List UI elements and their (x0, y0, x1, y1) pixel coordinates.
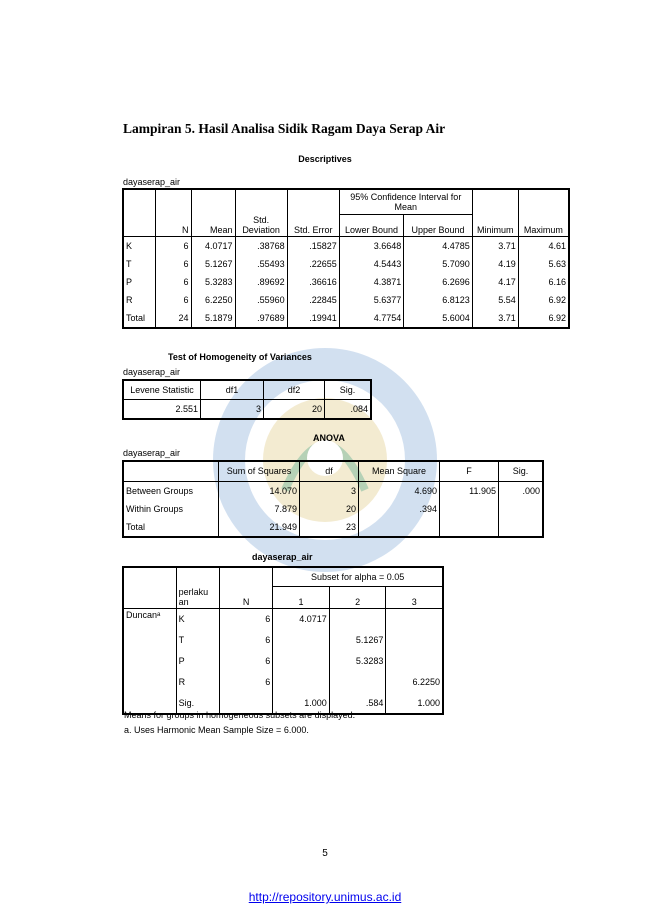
cell: 11.905 (440, 481, 499, 500)
cell: 6.92 (548, 313, 566, 323)
homogeneity-title: Test of Homogeneity of Variances (168, 352, 312, 362)
duncan-table (122, 566, 444, 715)
cell: 2.551 (123, 400, 201, 420)
col-lower-bound: Lower Bound (339, 215, 403, 237)
cell: 4.61 (548, 241, 566, 251)
cell: .084 (350, 404, 368, 414)
cell: .55960 (235, 291, 287, 309)
cell: .394 (359, 500, 440, 518)
cell: .89692 (235, 273, 287, 291)
cell: 5.6377 (339, 291, 403, 309)
cell: 1.000 (273, 693, 330, 714)
row-label: P (123, 273, 155, 291)
cell: .584 (329, 693, 386, 714)
col-subset-1: 1 (273, 587, 330, 609)
col-maximum: Maximum (523, 225, 563, 235)
row-label: K (123, 237, 155, 256)
cell: 3.71 (472, 237, 518, 256)
cell: 4.4785 (404, 237, 473, 256)
table-row (123, 481, 543, 500)
cell: 4.3871 (339, 273, 403, 291)
cell: 7.879 (219, 500, 300, 518)
col-std-deviation: Std. Deviation (235, 189, 287, 237)
row-label: Sig. (176, 693, 219, 714)
cell (386, 651, 443, 672)
table-row (123, 291, 569, 309)
row-label: P (176, 651, 219, 672)
homogeneity-table (122, 379, 372, 420)
cell: 6.2250 (191, 291, 235, 309)
cell: 21.949 (219, 518, 300, 537)
col-minimum: Minimum (472, 189, 518, 237)
table-row (123, 309, 569, 328)
cell: 24 (155, 309, 191, 328)
cell: 20 (264, 400, 325, 420)
cell (273, 630, 330, 651)
duncan-note-2: a. Uses Harmonic Mean Sample Size = 6.000. (124, 725, 309, 735)
cell: .38768 (235, 237, 287, 256)
col-df2: df2 (264, 380, 325, 400)
cell: .22655 (287, 255, 339, 273)
col-perlakuan: perlaku an (176, 567, 219, 609)
cell (273, 651, 330, 672)
col-subset-3: 3 (411, 597, 417, 607)
col-sig: Sig. (512, 466, 529, 477)
table-row (123, 237, 569, 256)
cell: .22845 (287, 291, 339, 309)
table-row (123, 630, 443, 651)
cell: 6 (155, 273, 191, 291)
col-subset-header: Subset for alpha = 0.05 (273, 567, 443, 587)
cell: 4.19 (472, 255, 518, 273)
cell: 6 (219, 630, 272, 651)
cell: .55493 (235, 255, 287, 273)
cell: 5.7090 (404, 255, 473, 273)
cell (440, 518, 499, 537)
cell: 5.1267 (329, 630, 386, 651)
page-number: 5 (322, 848, 328, 859)
cell (329, 672, 386, 693)
cell (386, 609, 443, 630)
cell (499, 500, 544, 518)
cell: 6 (155, 255, 191, 273)
row-label: K (176, 609, 219, 630)
anova-table (122, 460, 544, 538)
cell: 6.2696 (404, 273, 473, 291)
cell (273, 672, 330, 693)
cell (359, 518, 440, 537)
cell: 4.5443 (339, 255, 403, 273)
col-ci-header: 95% Confidence Interval for Mean (339, 189, 472, 215)
cell: 6.92 (548, 295, 566, 305)
descriptives-table (122, 188, 570, 329)
appendix-heading: Lampiran 5. Hasil Analisa Sidik Ragam Daya Serap Air (123, 121, 446, 136)
col-df: df (300, 461, 359, 481)
row-label: Between Groups (123, 481, 219, 500)
cell: 6.8123 (404, 291, 473, 309)
row-label: Total (123, 518, 219, 537)
cell: 5.1267 (191, 255, 235, 273)
cell: 20 (300, 500, 359, 518)
descriptives-title: Descriptives (298, 154, 352, 164)
cell: 5.63 (548, 259, 566, 269)
duncan-title: dayaserap_air (252, 552, 313, 562)
homogeneity-variable: dayaserap_air (123, 367, 181, 377)
row-label: Within Groups (123, 500, 219, 518)
table-row (123, 255, 569, 273)
table-row (123, 400, 371, 420)
cell (499, 518, 544, 537)
cell: 1.000 (417, 697, 440, 708)
cell: 5.1879 (191, 309, 235, 328)
cell: .15827 (287, 237, 339, 256)
cell: 4.690 (359, 481, 440, 500)
col-std-error: Std. Error (287, 189, 339, 237)
cell: 4.7754 (339, 309, 403, 328)
descriptives-variable: dayaserap_air (123, 177, 181, 187)
cell: 5.54 (472, 291, 518, 309)
row-label: T (176, 630, 219, 651)
cell: 23 (300, 518, 359, 537)
cell: 3.71 (472, 309, 518, 328)
cell: 6 (155, 291, 191, 309)
table-row (123, 273, 569, 291)
row-label: R (123, 291, 155, 309)
cell: 14.070 (219, 481, 300, 500)
cell: 6 (219, 609, 272, 630)
cell: .000 (522, 485, 540, 496)
cell: 3 (300, 481, 359, 500)
table-row (123, 651, 443, 672)
cell: 4.17 (472, 273, 518, 291)
duncan-label: Duncanᵃ (123, 609, 176, 630)
col-mean: Mean (191, 189, 235, 237)
col-f: F (440, 461, 499, 481)
cell: 4.0717 (273, 609, 330, 630)
cell: 3.6648 (339, 237, 403, 256)
cell (440, 500, 499, 518)
col-df1: df1 (201, 380, 264, 400)
cell: 6 (219, 672, 272, 693)
row-label: Total (123, 309, 155, 328)
anova-variable: dayaserap_air (123, 448, 181, 458)
col-n: N (155, 189, 191, 237)
col-upper-bound: Upper Bound (404, 215, 473, 237)
table-row (123, 500, 543, 518)
table-row (123, 518, 543, 537)
cell: 4.0717 (191, 237, 235, 256)
footer-link[interactable]: http://repository.unimus.ac.id (248, 890, 402, 904)
cell: 6 (219, 651, 272, 672)
cell: 6.16 (548, 277, 566, 287)
cell: 6 (155, 237, 191, 256)
cell: .36616 (287, 273, 339, 291)
cell: 3 (201, 400, 264, 420)
cell: .97689 (235, 309, 287, 328)
table-row (123, 609, 443, 630)
cell: 5.3283 (191, 273, 235, 291)
col-sig: Sig. (339, 385, 356, 395)
col-mean-square: Mean Square (359, 461, 440, 481)
row-label: R (176, 672, 219, 693)
table-row (123, 672, 443, 693)
col-levene: Levene Statistic (123, 380, 201, 400)
duncan-note-1: Means for groups in homogeneous subsets are displayed. (124, 710, 356, 720)
cell: 5.3283 (329, 651, 386, 672)
cell: 6.2250 (412, 677, 440, 687)
cell: 5.6004 (404, 309, 473, 328)
col-sum-of-squares: Sum of Squares (219, 461, 300, 481)
cell (386, 630, 443, 651)
col-n: N (219, 567, 272, 609)
row-label: T (123, 255, 155, 273)
col-subset-2: 2 (329, 587, 386, 609)
cell: .19941 (287, 309, 339, 328)
cell (329, 609, 386, 630)
anova-title: ANOVA (313, 433, 345, 443)
